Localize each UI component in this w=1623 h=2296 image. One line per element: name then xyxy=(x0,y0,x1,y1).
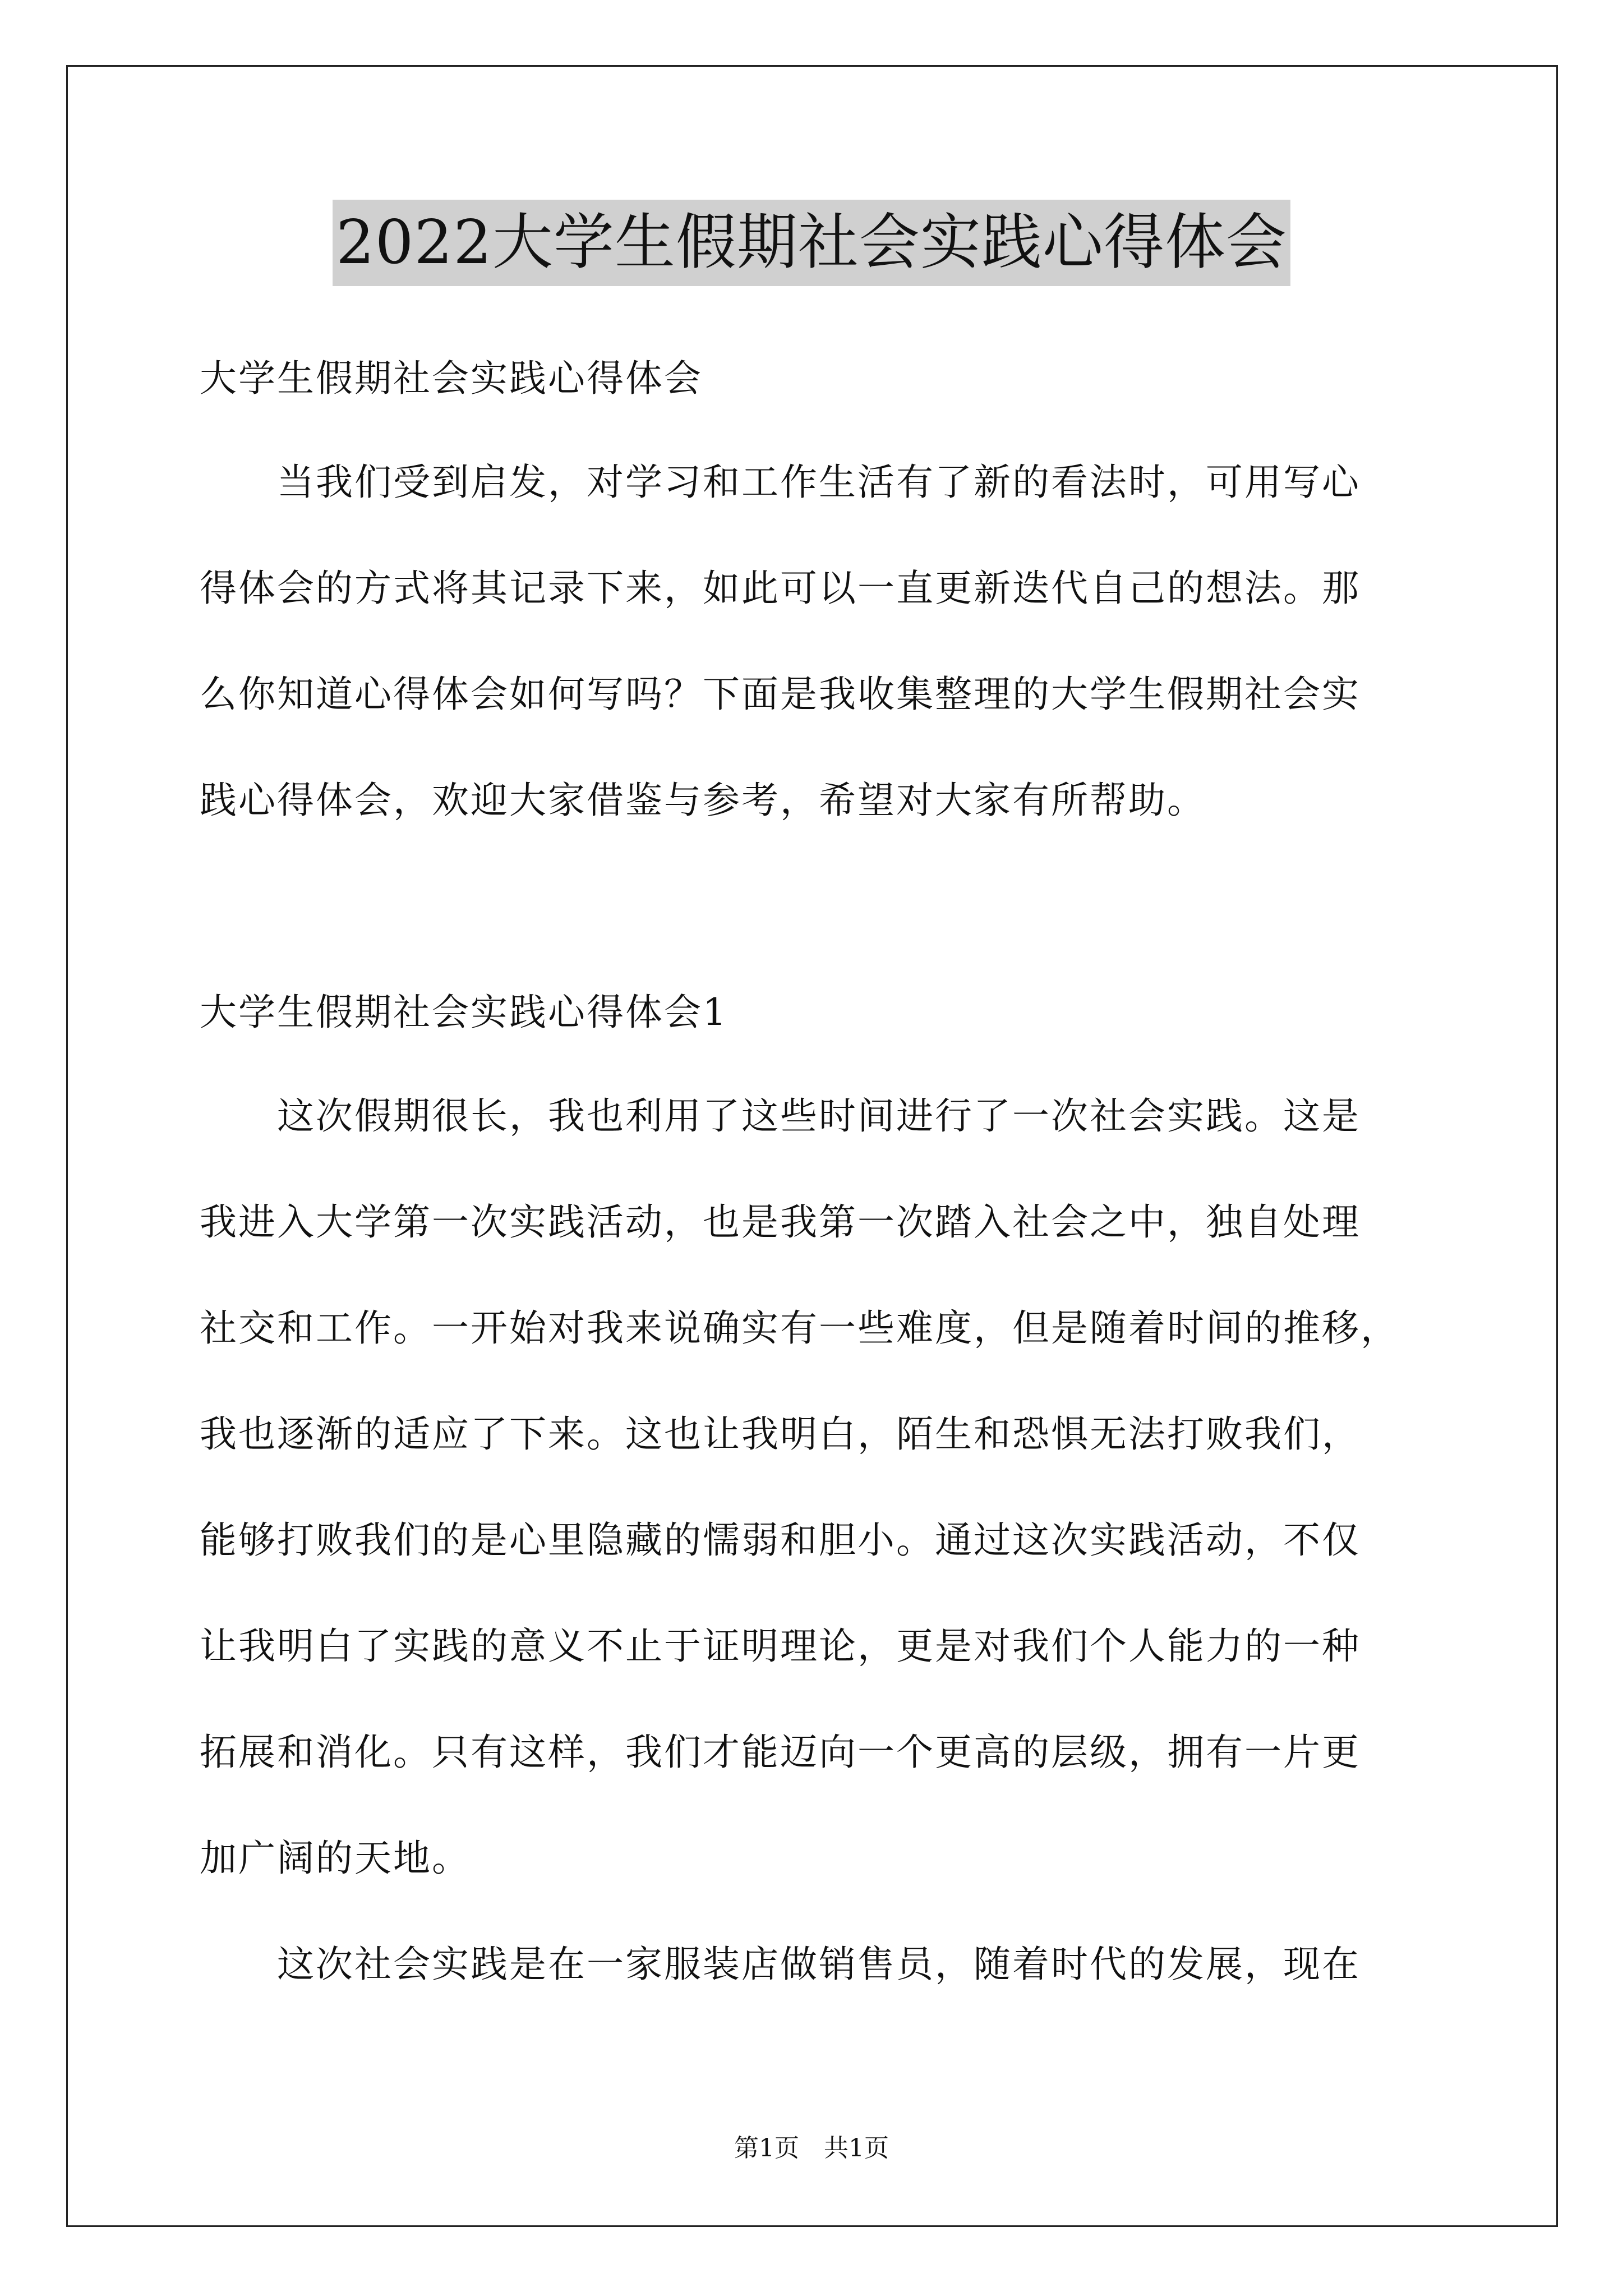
paragraph-line: 拓展和消化。只有这样，我们才能迈向一个更高的层级，拥有一片更 xyxy=(200,1731,1361,1774)
intro-line: 践心得体会，欢迎大家借鉴与参考，希望对大家有所帮助。 xyxy=(200,779,1206,822)
paragraph-line: 我进入大学第一次实践活动，也是我第一次踏入社会之中，独自处理 xyxy=(200,1200,1361,1244)
subtitle: 大学生假期社会实践心得体会 xyxy=(200,357,703,400)
paragraph-line: 让我明白了实践的意义不止于证明理论，更是对我们个人能力的一种 xyxy=(200,1625,1361,1668)
document-title: 2022大学生假期社会实践心得体会 xyxy=(333,200,1290,286)
title-container xyxy=(0,200,1623,286)
paragraph-line: 这次假期很长，我也利用了这些时间进行了一次社会实践。这是 xyxy=(200,1094,1361,1138)
paragraph-line: 能够打败我们的是心里隐藏的懦弱和胆小。通过这次实践活动，不仅 xyxy=(200,1519,1361,1562)
page-footer: 第1页 共1页 xyxy=(734,2134,889,2162)
section-heading: 大学生假期社会实践心得体会1 xyxy=(200,991,728,1034)
paragraph-line: 加广阔的天地。 xyxy=(200,1837,471,1880)
intro-line: 么你知道心得体会如何写吗？下面是我收集整理的大学生假期社会实 xyxy=(200,673,1361,716)
paragraph-line: 这次社会实践是在一家服装店做销售员，随着时代的发展，现在 xyxy=(200,1943,1361,1986)
intro-line: 当我们受到启发，对学习和工作生活有了新的看法时，可用写心 xyxy=(200,461,1361,504)
paragraph-line: 我也逐渐的适应了下来。这也让我明白，陌生和恐惧无法打败我们， xyxy=(200,1412,1361,1456)
intro-line: 得体会的方式将其记录下来，如此可以一直更新迭代自己的想法。那 xyxy=(200,567,1361,610)
paragraph-line: 社交和工作。一开始对我来说确实有一些难度，但是随着时间的推移， xyxy=(200,1306,1399,1350)
